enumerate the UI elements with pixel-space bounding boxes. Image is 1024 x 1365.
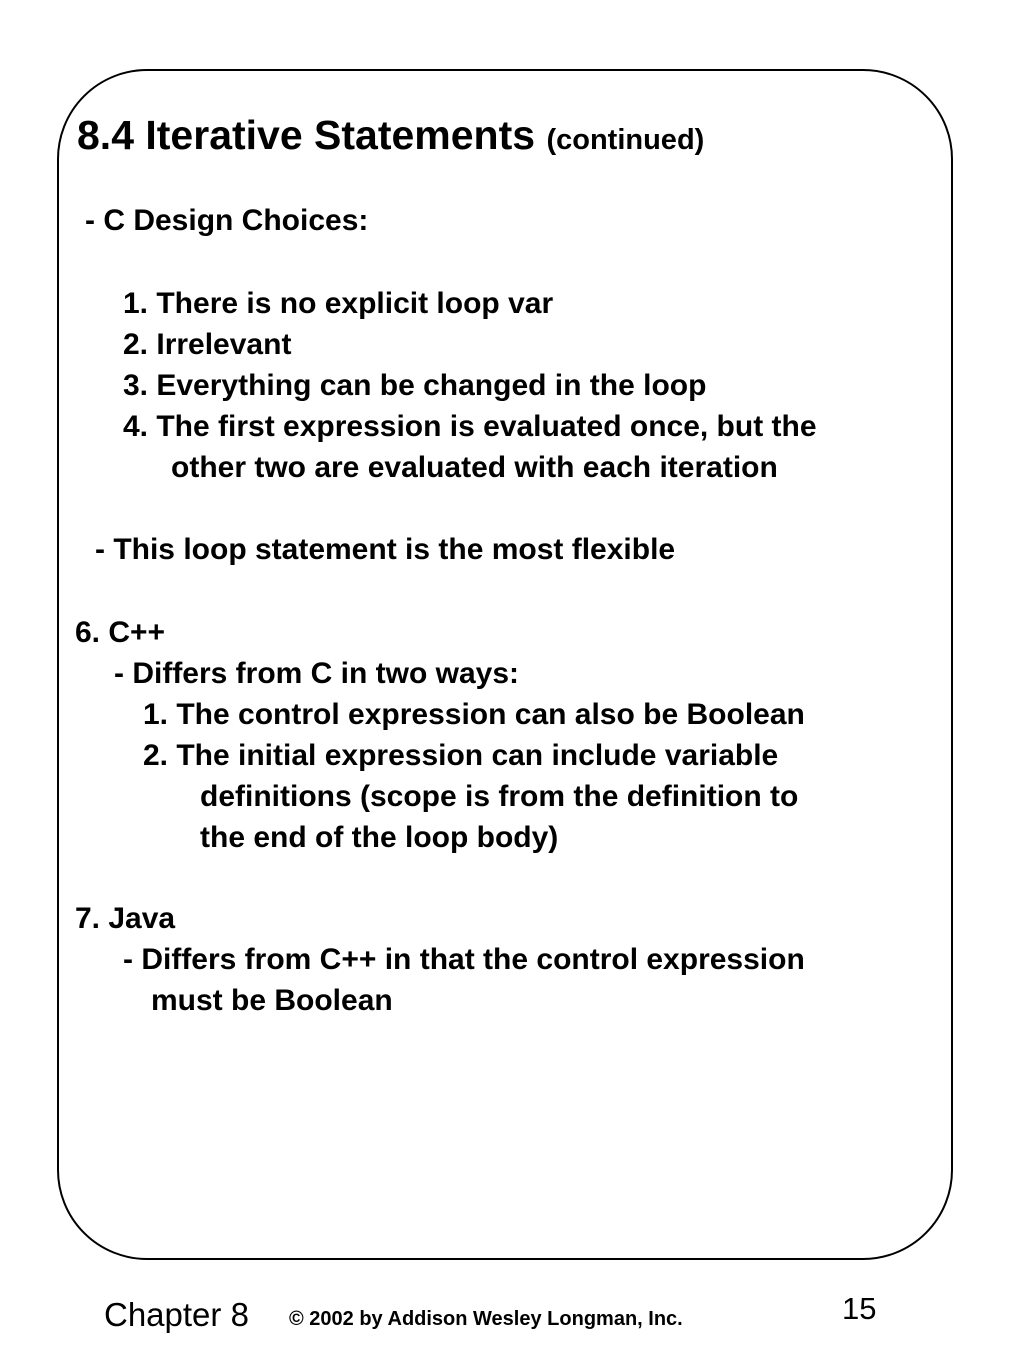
c-choice-4: 4. The first expression is evaluated once, but the — [123, 410, 817, 443]
c-choice-3: 3. Everything can be changed in the loop — [123, 369, 707, 402]
c-design-choices-heading: - C Design Choices: — [85, 204, 369, 237]
slide-title — [77, 110, 704, 165]
cpp-difference-2: 2. The initial expression can include variable — [143, 739, 779, 772]
java-difference-continued: must be Boolean — [151, 984, 393, 1017]
c-flexibility-note: - This loop statement is the most flexible — [95, 533, 676, 566]
cpp-differs-intro: - Differs from C in two ways: — [114, 657, 520, 690]
footer-copyright: © 2002 by Addison Wesley Longman, Inc. — [289, 1308, 683, 1330]
cpp-difference-2-end: the end of the loop body) — [200, 821, 559, 854]
page-number: 15 — [842, 1291, 877, 1326]
c-choice-4-continued: other two are evaluated with each iteration — [171, 451, 778, 484]
section-java-heading: 7. Java — [75, 902, 176, 935]
java-difference: - Differs from C++ in that the control expression — [123, 943, 805, 976]
section-cpp-heading: 6. C++ — [75, 616, 166, 649]
title-text: 8.4 Iterative Statements — [77, 112, 536, 158]
c-choice-2: 2. Irrelevant — [123, 328, 292, 361]
cpp-difference-1: 1. The control expression can also be Boolean — [143, 698, 805, 731]
footer-chapter: Chapter 8 — [104, 1296, 249, 1333]
title-suffix: (continued) — [546, 124, 705, 156]
c-choice-1: 1. There is no explicit loop var — [123, 287, 554, 320]
cpp-difference-2-continued: definitions (scope is from the definition to — [200, 780, 799, 813]
